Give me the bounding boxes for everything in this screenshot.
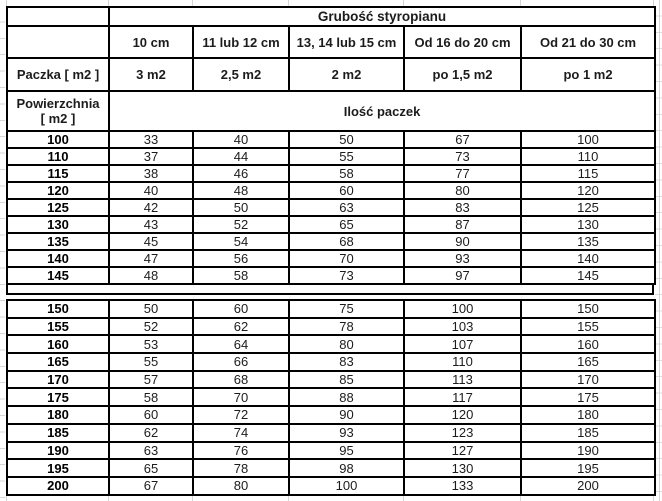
area-cell: 155	[7, 318, 109, 336]
package-size-1: 3 m2	[109, 58, 193, 91]
area-cell: 115	[7, 165, 109, 182]
sheet-gridlines-left	[0, 6, 5, 501]
value-cell: 66	[193, 353, 289, 371]
thickness-header-16-20cm: Od 16 do 20 cm	[404, 26, 521, 58]
table-row	[7, 442, 655, 460]
value-cell: 140	[521, 250, 655, 267]
value-cell: 100	[521, 131, 655, 148]
value-cell: 170	[521, 371, 655, 389]
area-cell: 190	[7, 442, 109, 460]
area-column-header-line1: Powierzchnia	[16, 96, 100, 111]
value-cell: 85	[289, 371, 404, 389]
thickness-header-13-15cm: 13, 14 lub 15 cm	[289, 26, 404, 58]
value-cell: 50	[109, 300, 193, 318]
value-cell: 180	[521, 406, 655, 424]
table-section-2	[7, 300, 655, 495]
table-row	[7, 477, 655, 495]
area-cell: 180	[7, 406, 109, 424]
table-lower-section	[6, 299, 656, 496]
value-cell: 93	[289, 424, 404, 442]
table-row	[7, 267, 655, 284]
thickness-header-21-30cm: Od 21 do 30 cm	[521, 26, 655, 58]
value-cell: 95	[289, 442, 404, 460]
area-cell: 130	[7, 216, 109, 233]
value-cell: 67	[109, 477, 193, 495]
value-cell: 72	[193, 406, 289, 424]
value-cell: 73	[404, 148, 521, 165]
value-cell: 76	[193, 442, 289, 460]
table-row	[7, 335, 655, 353]
value-cell: 56	[193, 250, 289, 267]
package-count-header: Ilość paczek	[109, 91, 655, 131]
value-cell: 120	[521, 182, 655, 199]
value-cell: 53	[109, 335, 193, 353]
package-size-5: po 1 m2	[521, 58, 655, 91]
value-cell: 52	[109, 318, 193, 336]
table-header-section	[6, 6, 656, 285]
value-cell: 103	[404, 318, 521, 336]
value-cell: 43	[109, 216, 193, 233]
value-cell: 110	[404, 353, 521, 371]
value-cell: 155	[521, 318, 655, 336]
value-cell: 38	[109, 165, 193, 182]
table-row	[7, 371, 655, 389]
value-cell: 68	[289, 233, 404, 250]
package-size-2: 2,5 m2	[193, 58, 289, 91]
value-cell: 44	[193, 148, 289, 165]
area-cell: 175	[7, 388, 109, 406]
value-cell: 67	[404, 131, 521, 148]
table-row	[7, 318, 655, 336]
value-cell: 175	[521, 388, 655, 406]
value-cell: 80	[289, 335, 404, 353]
value-cell: 190	[521, 442, 655, 460]
value-cell: 98	[289, 459, 404, 477]
value-cell: 107	[404, 335, 521, 353]
table-row	[7, 300, 655, 318]
value-cell: 62	[193, 318, 289, 336]
area-cell: 110	[7, 148, 109, 165]
value-cell: 113	[404, 371, 521, 389]
area-cell: 200	[7, 477, 109, 495]
area-cell: 150	[7, 300, 109, 318]
value-cell: 64	[193, 335, 289, 353]
value-cell: 100	[289, 477, 404, 495]
value-cell: 70	[193, 388, 289, 406]
table-row	[7, 250, 655, 267]
area-cell: 160	[7, 335, 109, 353]
area-cell: 125	[7, 199, 109, 216]
corner-cell-top	[7, 7, 109, 26]
thickness-header-11-12cm: 11 lub 12 cm	[193, 26, 289, 58]
value-cell: 42	[109, 199, 193, 216]
value-cell: 90	[404, 233, 521, 250]
area-cell: 170	[7, 371, 109, 389]
value-cell: 133	[404, 477, 521, 495]
value-cell: 48	[193, 182, 289, 199]
value-cell: 58	[289, 165, 404, 182]
table-row	[7, 406, 655, 424]
area-column-header	[7, 91, 109, 131]
value-cell: 160	[521, 335, 655, 353]
value-cell: 45	[109, 233, 193, 250]
value-cell: 78	[289, 318, 404, 336]
value-cell: 73	[289, 267, 404, 284]
table-row	[7, 424, 655, 442]
value-cell: 40	[109, 182, 193, 199]
value-cell: 63	[289, 199, 404, 216]
package-row-label: Paczka [ m2 ]	[7, 58, 109, 91]
value-cell: 60	[289, 182, 404, 199]
value-cell: 57	[109, 371, 193, 389]
value-cell: 75	[289, 300, 404, 318]
value-cell: 123	[404, 424, 521, 442]
value-cell: 127	[404, 442, 521, 460]
corner-cell-second	[7, 26, 109, 58]
value-cell: 55	[289, 148, 404, 165]
separator-blank-row	[6, 285, 654, 295]
value-cell: 135	[521, 233, 655, 250]
package-size-4: po 1,5 m2	[404, 58, 521, 91]
value-cell: 115	[521, 165, 655, 182]
value-cell: 130	[404, 459, 521, 477]
value-cell: 80	[404, 182, 521, 199]
value-cell: 62	[109, 424, 193, 442]
value-cell: 125	[521, 199, 655, 216]
area-cell: 100	[7, 131, 109, 148]
value-cell: 93	[404, 250, 521, 267]
thickness-header-10cm: 10 cm	[109, 26, 193, 58]
value-cell: 100	[404, 300, 521, 318]
value-cell: 54	[193, 233, 289, 250]
value-cell: 55	[109, 353, 193, 371]
table-row	[7, 216, 655, 233]
value-cell: 50	[289, 131, 404, 148]
value-cell: 52	[193, 216, 289, 233]
value-cell: 58	[109, 388, 193, 406]
value-cell: 97	[404, 267, 521, 284]
table-row	[7, 148, 655, 165]
value-cell: 165	[521, 353, 655, 371]
value-cell: 80	[193, 477, 289, 495]
value-cell: 77	[404, 165, 521, 182]
value-cell: 74	[193, 424, 289, 442]
table-row	[7, 131, 655, 148]
value-cell: 46	[193, 165, 289, 182]
table-row	[7, 388, 655, 406]
value-cell: 60	[109, 406, 193, 424]
table-row	[7, 199, 655, 216]
value-cell: 117	[404, 388, 521, 406]
value-cell: 150	[521, 300, 655, 318]
value-cell: 185	[521, 424, 655, 442]
area-cell: 135	[7, 233, 109, 250]
area-cell: 145	[7, 267, 109, 284]
table-row	[7, 233, 655, 250]
value-cell: 37	[109, 148, 193, 165]
package-size-3: 2 m2	[289, 58, 404, 91]
value-cell: 110	[521, 148, 655, 165]
table-row	[7, 165, 655, 182]
value-cell: 68	[193, 371, 289, 389]
value-cell: 33	[109, 131, 193, 148]
value-cell: 47	[109, 250, 193, 267]
table-row	[7, 353, 655, 371]
table-row	[7, 459, 655, 477]
value-cell: 200	[521, 477, 655, 495]
value-cell: 40	[193, 131, 289, 148]
value-cell: 90	[289, 406, 404, 424]
area-cell: 165	[7, 353, 109, 371]
value-cell: 63	[109, 442, 193, 460]
value-cell: 130	[521, 216, 655, 233]
value-cell: 58	[193, 267, 289, 284]
value-cell: 65	[109, 459, 193, 477]
area-cell: 195	[7, 459, 109, 477]
table-row	[7, 182, 655, 199]
area-cell: 140	[7, 250, 109, 267]
value-cell: 120	[404, 406, 521, 424]
value-cell: 48	[109, 267, 193, 284]
value-cell: 83	[404, 199, 521, 216]
value-cell: 195	[521, 459, 655, 477]
area-cell: 185	[7, 424, 109, 442]
value-cell: 88	[289, 388, 404, 406]
value-cell: 65	[289, 216, 404, 233]
value-cell: 60	[193, 300, 289, 318]
area-cell: 120	[7, 182, 109, 199]
table-title: Grubość styropianu	[109, 7, 655, 26]
value-cell: 50	[193, 199, 289, 216]
value-cell: 145	[521, 267, 655, 284]
area-column-header-line2: [ m2 ]	[40, 111, 76, 126]
value-cell: 78	[193, 459, 289, 477]
table-section-1	[7, 131, 655, 284]
value-cell: 87	[404, 216, 521, 233]
value-cell: 70	[289, 250, 404, 267]
value-cell: 83	[289, 353, 404, 371]
styrofoam-packages-table	[6, 6, 654, 496]
